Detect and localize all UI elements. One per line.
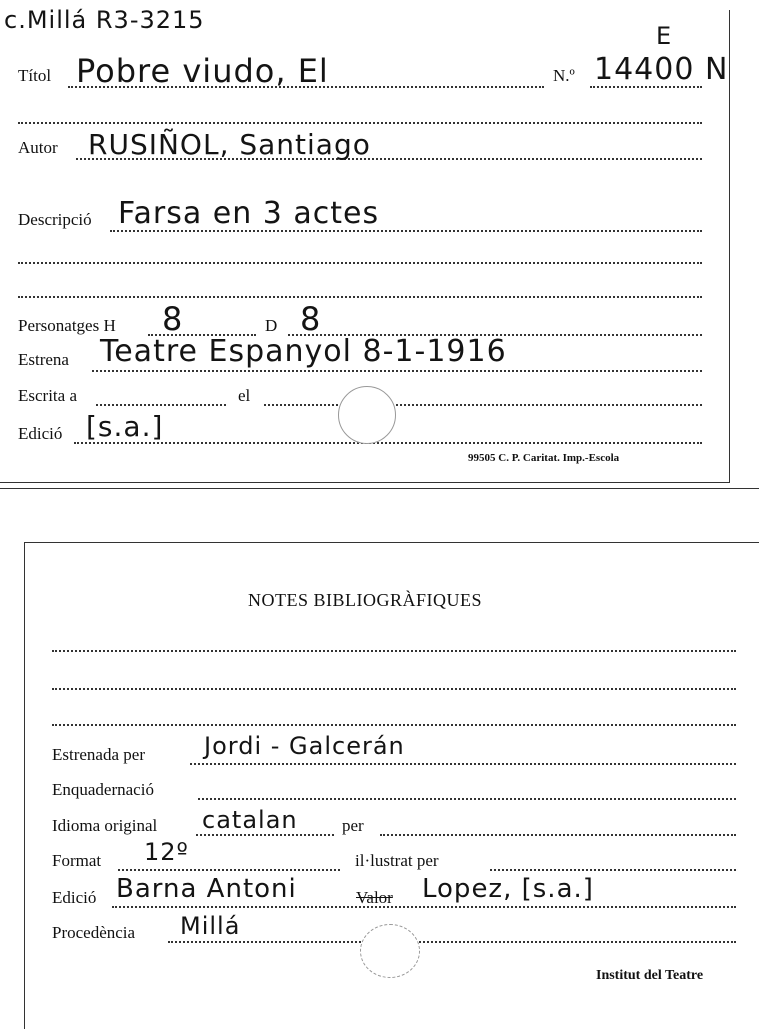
estrena-label: Estrena bbox=[18, 350, 69, 369]
num-label: N.º bbox=[553, 66, 575, 85]
estrenada-line bbox=[190, 763, 736, 765]
edicio-value-top: [s.a.] bbox=[86, 410, 164, 443]
edicio-label-top: Edició bbox=[18, 424, 63, 443]
punch-hole-top bbox=[338, 386, 396, 444]
edicio-line-top bbox=[74, 442, 702, 444]
titol-label: Títol bbox=[18, 66, 52, 85]
per-line bbox=[380, 834, 736, 836]
edicio-struck-word: Valor bbox=[356, 888, 393, 907]
format-label: Format bbox=[52, 851, 102, 870]
enquadernacio-line bbox=[198, 798, 736, 800]
procedencia-line bbox=[168, 941, 736, 943]
edicio-value-a: Barna Antoni bbox=[116, 874, 297, 904]
personatges-d-value: 8 bbox=[300, 300, 322, 338]
personatges-h-value: 8 bbox=[162, 300, 184, 338]
notes-line-3 bbox=[52, 724, 736, 726]
descripcio-line-2 bbox=[18, 262, 702, 264]
format-line bbox=[118, 869, 340, 871]
edicio-value-b: Lopez, [s.a.] bbox=[422, 874, 594, 904]
estrena-line bbox=[92, 370, 702, 372]
descripcio-value: Farsa en 3 actes bbox=[118, 196, 380, 231]
procedencia-label: Procedència bbox=[52, 923, 136, 942]
call-number-annotation: c.Millá R3-3215 bbox=[4, 6, 205, 34]
estrena-value: Teatre Espanyol 8-1-1916 bbox=[100, 334, 507, 369]
personatges-d-label: D bbox=[265, 316, 278, 335]
el-line bbox=[264, 404, 702, 406]
per-label: per bbox=[342, 816, 364, 835]
estrenada-value: Jordi - Galcerán bbox=[204, 732, 405, 760]
edicio-label-bottom: Edició bbox=[52, 888, 97, 907]
idioma-label: Idioma original bbox=[52, 816, 158, 835]
edicio-line-bottom bbox=[112, 906, 736, 908]
escrita-line bbox=[96, 404, 226, 406]
notes-line-2 bbox=[52, 688, 736, 690]
format-value: 12º bbox=[144, 838, 189, 866]
punch-hole-bottom bbox=[360, 924, 420, 978]
institution-name: Institut del Teatre bbox=[596, 968, 704, 983]
printer-imprint: 99505 C. P. Caritat. Imp.-Escola bbox=[468, 452, 620, 464]
autor-value: RUSIÑOL, Santiago bbox=[88, 128, 371, 161]
notes-title: NOTES BIBLIOGRÀFIQUES bbox=[248, 590, 483, 610]
titol-value: Pobre viudo, El bbox=[76, 52, 329, 90]
enquadernacio-label: Enquadernació bbox=[52, 780, 154, 799]
autor-label: Autor bbox=[18, 138, 58, 157]
descripcio-label: Descripció bbox=[18, 210, 92, 229]
titol-extra-line bbox=[18, 122, 702, 124]
descripcio-line-3 bbox=[18, 296, 702, 298]
corner-mark: E bbox=[656, 22, 673, 50]
personatges-label: Personatges H bbox=[18, 316, 116, 335]
estrenada-label: Estrenada per bbox=[52, 745, 145, 764]
illustrat-line bbox=[490, 869, 736, 871]
num-value: 14400 N bbox=[594, 52, 729, 87]
idioma-line bbox=[196, 834, 334, 836]
escrita-label: Escrita a bbox=[18, 386, 77, 405]
illustrat-label: il·lustrat per bbox=[355, 851, 439, 870]
top-card-bottom-rule bbox=[0, 488, 759, 489]
procedencia-value: Millá bbox=[180, 912, 241, 940]
notes-line-1 bbox=[52, 650, 736, 652]
idioma-value: catalan bbox=[202, 806, 298, 834]
el-label: el bbox=[238, 386, 251, 405]
